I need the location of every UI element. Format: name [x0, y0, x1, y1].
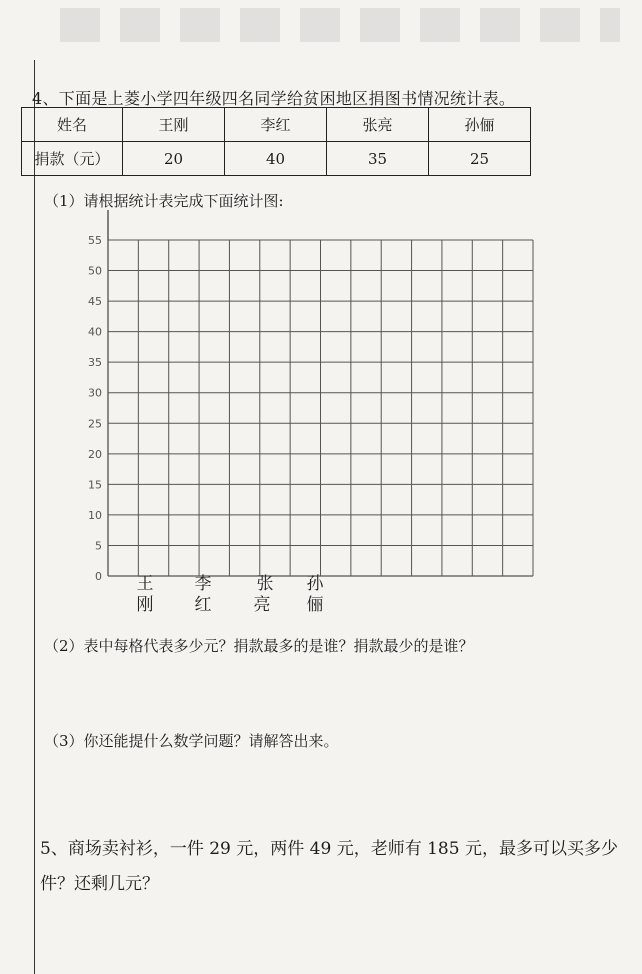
y-tick-label: 15	[88, 478, 102, 492]
table-cell-amount: 35	[327, 142, 429, 176]
table-cell-name: 孙俪	[429, 108, 531, 142]
handwritten-category-label: 刚	[136, 595, 154, 615]
table-cell-name: 张亮	[327, 108, 429, 142]
handwritten-category-label: 张	[256, 574, 274, 594]
y-tick-label: 35	[88, 356, 102, 370]
question-5-text: 5、商场卖衬衫，一件 29 元，两件 49 元，老师有 185 元，最多可以买多少件？还剩几元？	[40, 839, 618, 894]
y-tick-label: 30	[88, 386, 102, 400]
y-tick-label: 45	[88, 295, 102, 309]
handwritten-category-label: 红	[194, 595, 212, 615]
y-tick-label: 20	[88, 447, 102, 461]
handwritten-category-label: 李	[194, 574, 212, 594]
y-tick-label: 5	[95, 539, 102, 553]
y-tick-label: 25	[88, 417, 102, 431]
table-cell-name: 李红	[225, 108, 327, 142]
y-tick-label: 55	[88, 234, 102, 247]
table-header-name: 姓名	[22, 108, 123, 142]
y-tick-label: 0	[95, 570, 102, 583]
handwritten-category-label: 俪	[306, 595, 324, 615]
table-header-amount: 捐款（元）	[22, 142, 123, 176]
table-cell-amount: 25	[429, 142, 531, 176]
handwritten-category-label: 亮	[253, 595, 271, 615]
question-4-part-3: （3）你还能提什么数学问题？请解答出来。	[44, 732, 339, 750]
table-cell-amount: 20	[123, 142, 225, 176]
handwritten-category-label: 王	[136, 574, 154, 594]
table-cell-amount: 40	[225, 142, 327, 176]
y-tick-label: 40	[88, 325, 102, 339]
y-tick-label: 10	[88, 508, 102, 522]
handwritten-category-label: 孙	[306, 574, 324, 594]
y-tick-label: 50	[88, 264, 102, 278]
question-4-part-2: （2）表中每格代表多少元？捐款最多的是谁？捐款最少的是谁？	[44, 637, 474, 655]
table-cell-name: 王刚	[123, 108, 225, 142]
question-4-part-1: （1）请根据统计表完成下面统计图:	[44, 192, 284, 210]
question-4-title: 4、下面是上菱小学四年级四名同学给贫困地区捐图书情况统计表。	[32, 89, 516, 108]
